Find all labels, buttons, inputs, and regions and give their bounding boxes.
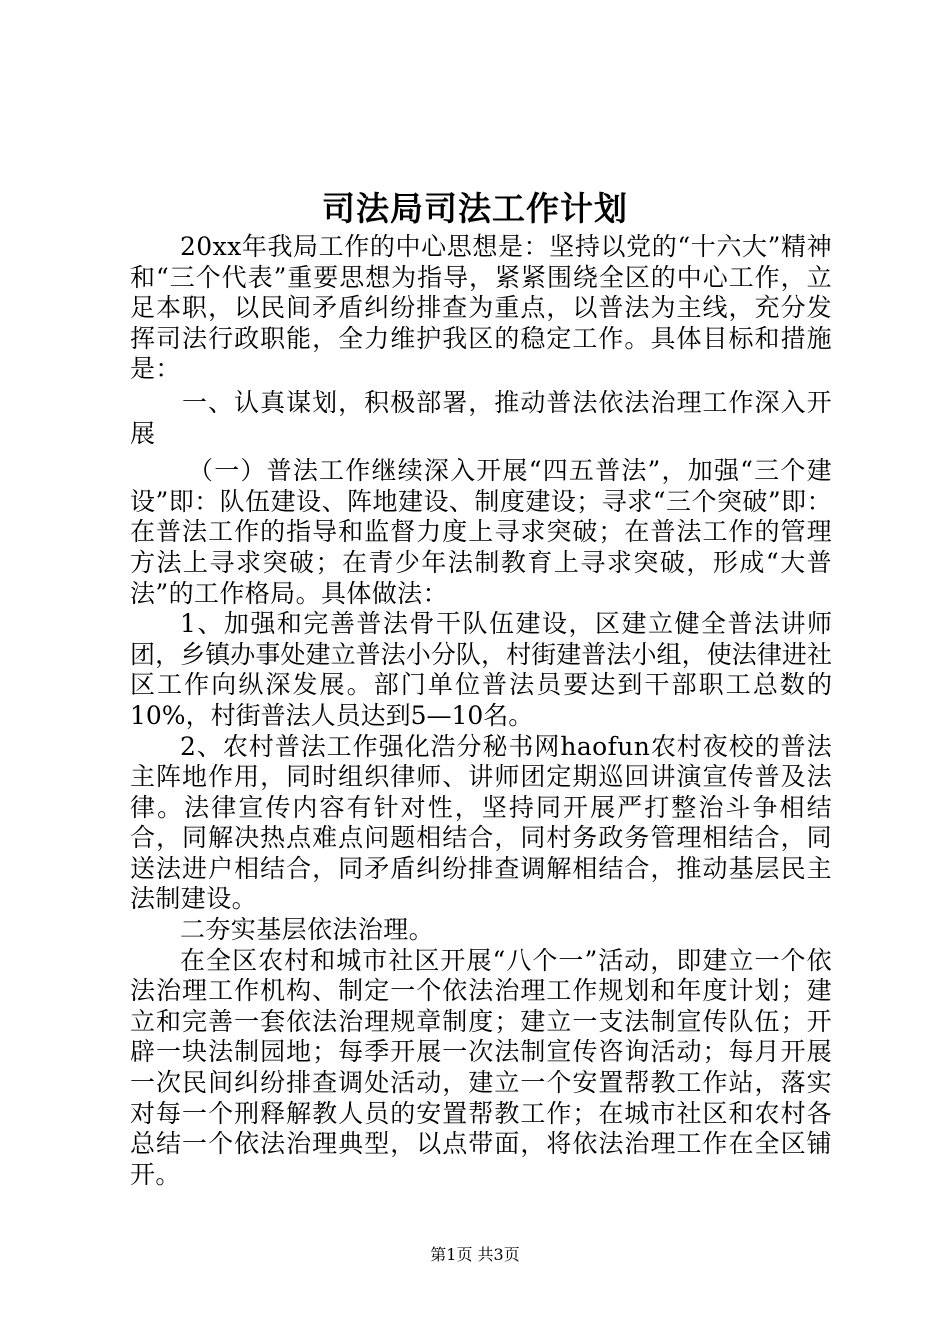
section-heading-one: 一、认真谋划，积极部署，推动普法依法治理工作深入开展 xyxy=(130,387,832,448)
section-heading-two: 二夯实基层依法治理。 xyxy=(180,915,435,945)
item-one-paragraph: 1、加强和完善普法骨干队伍建设，区建立健全普法讲师团，乡镇办事处建立普法小分队，村街建普法小组，使法律进社区工作向纵深发展。部门单位普法员要达到干部职工总数的10%，村街普法人员达到5—10名。 xyxy=(130,609,832,730)
subsection-heading-one: （一）普法工作继续深入开展“四五普法”，加强“三个建设”即：队伍建设、阵地建设、制度建设；寻求“三个突破”即：在普法工作的指导和监督力度上寻求突破；在普法工作的管理方法上寻求突破；在青少年法制教育上寻求突破，形成“大普法”的工作格局。具体做法： xyxy=(130,456,832,608)
document-body xyxy=(130,232,832,1190)
document-title: 司法局司法工作计划 xyxy=(322,189,628,228)
activities-paragraph: 在全区农村和城市社区开展“八个一”活动，即建立一个依法治理工作机构、制定一个依法治理工作规划和年度计划；建立和完善一套依法治理规章制度；建立一支法制宣传队伍；开辟一块法制园地；每季开展一次法制宣传咨询活动；每月开展一次民间纠纷排查调处活动，建立一个安置帮教工作站，落实对每一个刑释解教人员的安置帮教工作；在城市社区和农村各总结一个依法治理典型，以点带面，将依法治理工作在全区铺开。 xyxy=(130,945,832,1189)
page-footer: 第1页 共3页 xyxy=(430,1245,520,1264)
item-two-paragraph: 2、农村普法工作强化浩分秘书网haofun农村夜校的普法主阵地作用，同时组织律师、讲师团定期巡回讲演宣传普及法律。法律宣传内容有针对性，坚持同开展严打整治斗争相结合，同解决热点难点问题相结合，同村务政务管理相结合，同送法进户相结合，同矛盾纠纷排查调解相结合，推动基层民主法制建设。 xyxy=(130,731,832,914)
intro-paragraph: 20xx年我局工作的中心思想是：坚持以党的“十六大”精神和“三个代表”重要思想为指导，紧紧围绕全区的中心工作，立足本职，以民间矛盾纠纷排查为重点，以普法为主线，充分发挥司法行政职能，全力维护我区的稳定工作。具体目标和措施是： xyxy=(130,232,832,384)
